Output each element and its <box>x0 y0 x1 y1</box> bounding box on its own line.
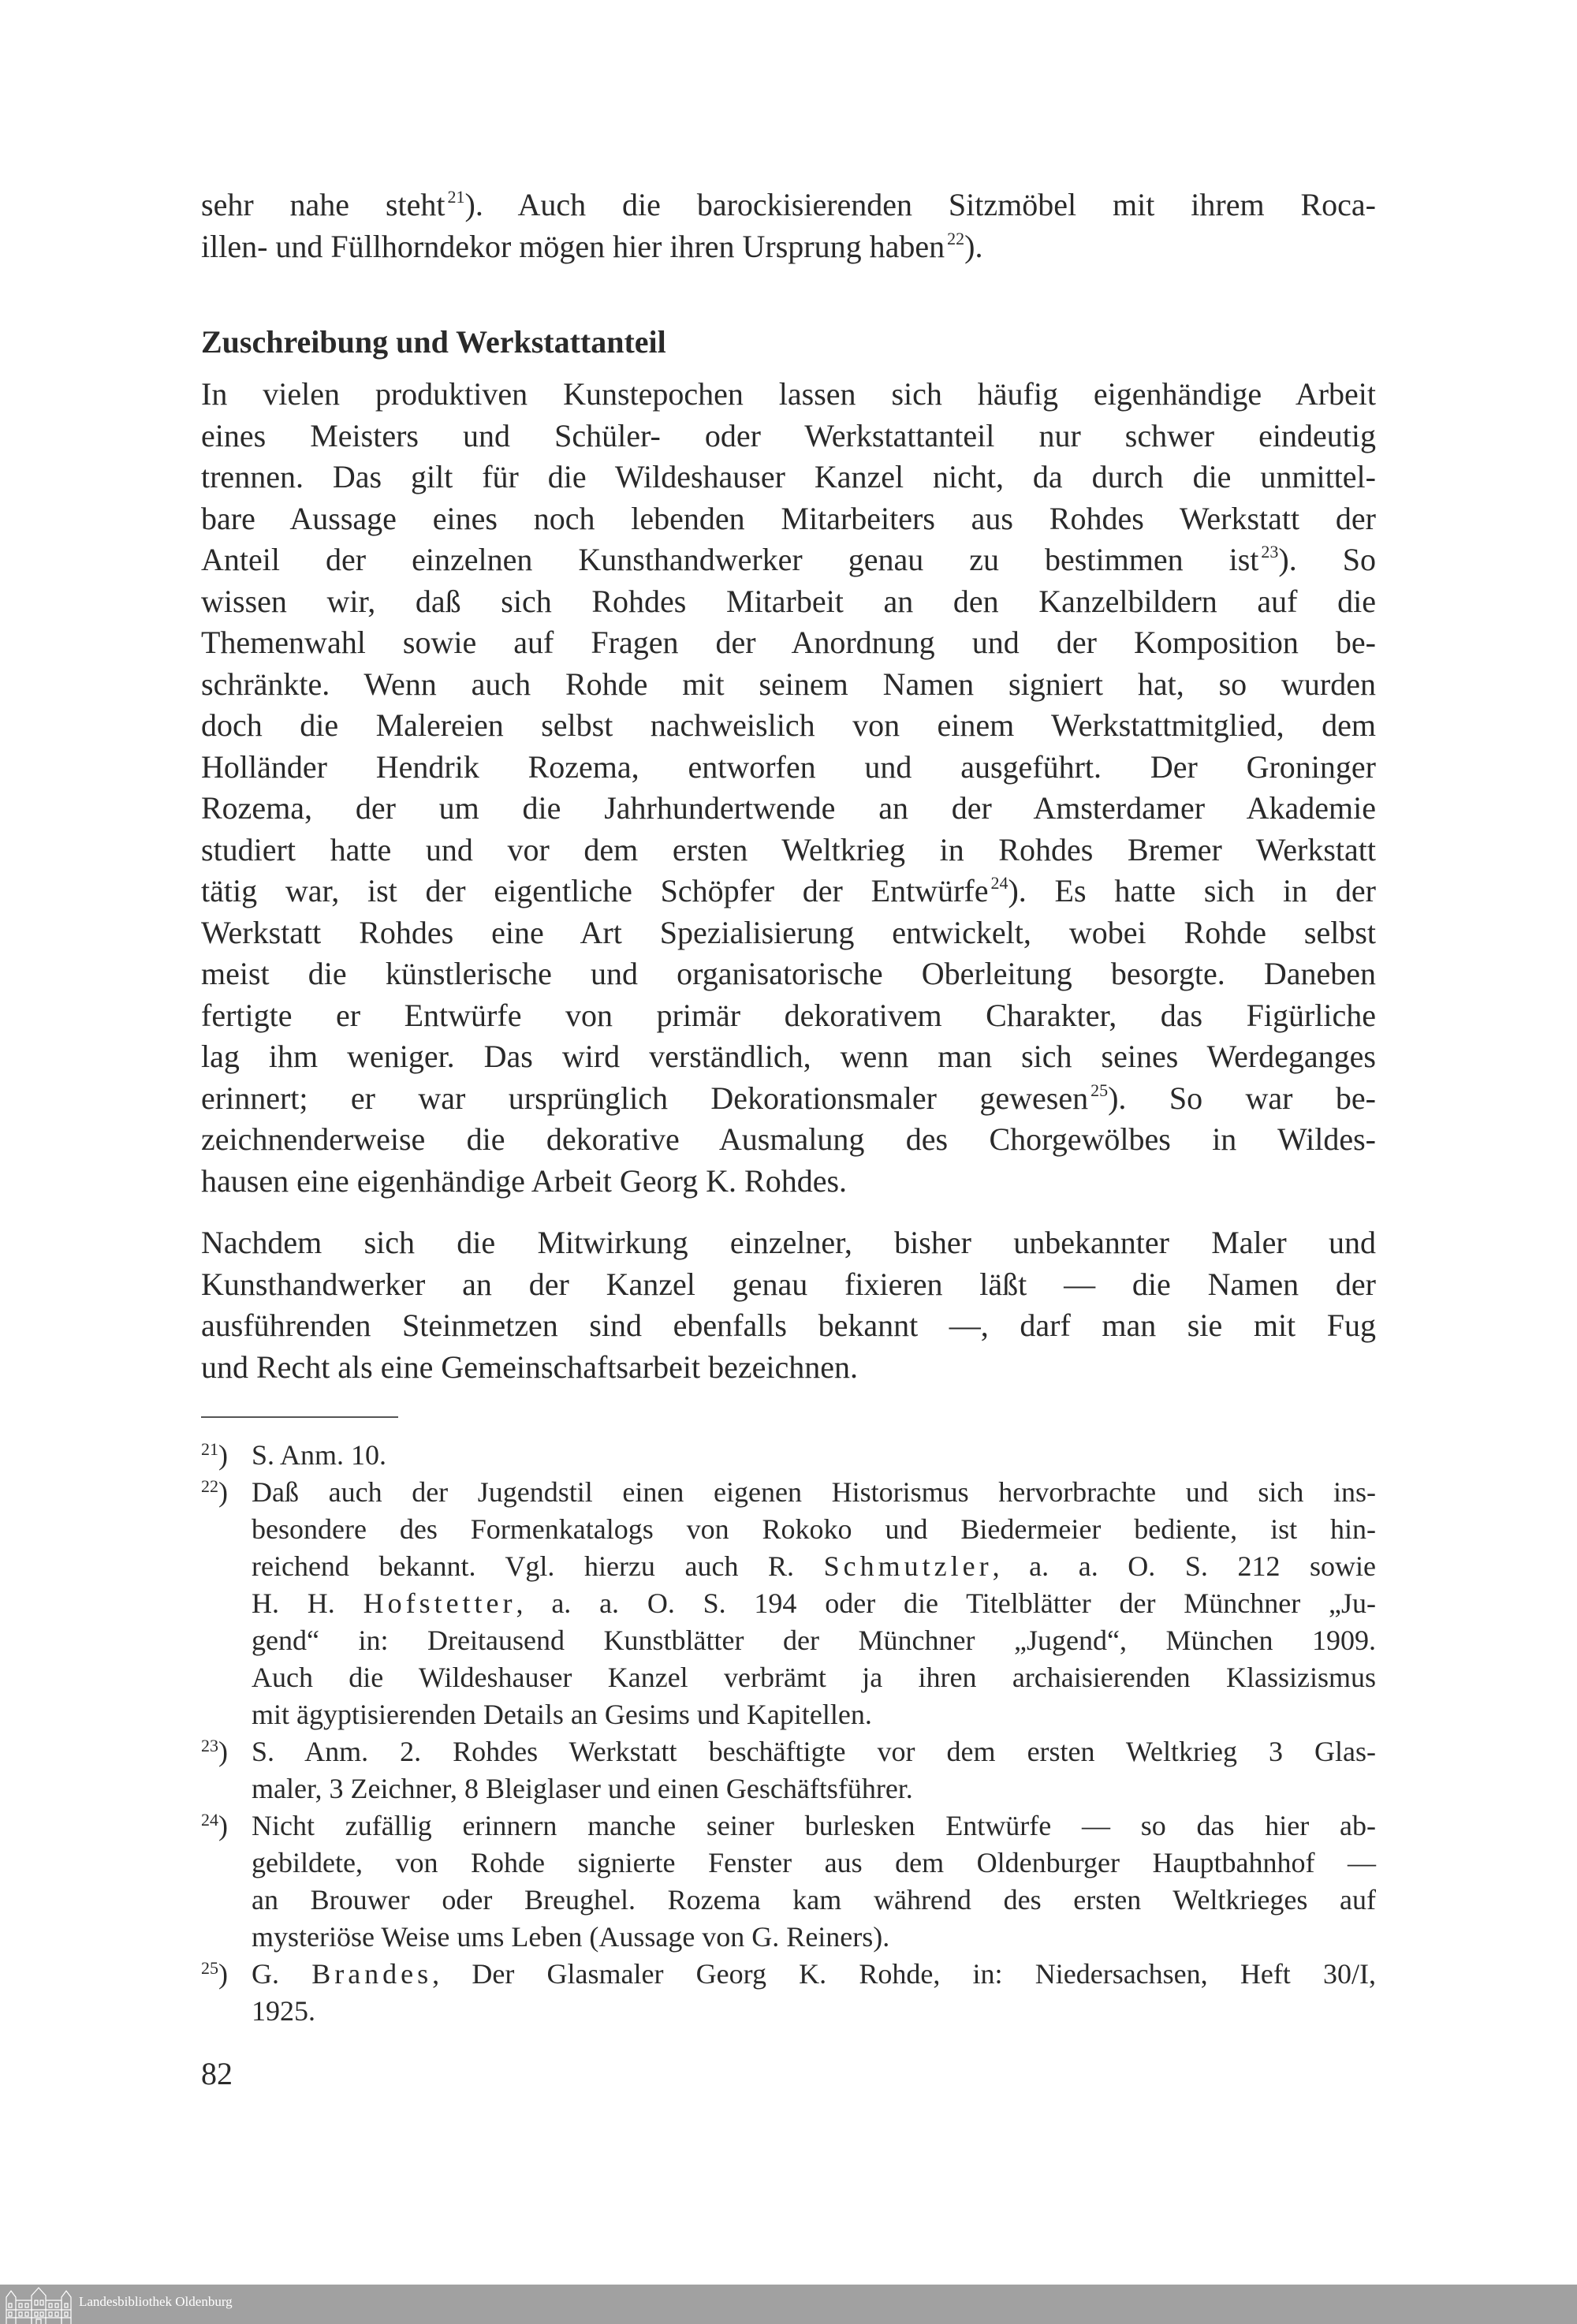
text-line <box>201 995 1376 1037</box>
line-text: ). Auch die barockisierenden Sitzmöbel mit ihrem Roca- <box>464 187 1376 222</box>
footnote-text: S. Anm. 10. <box>252 1439 387 1471</box>
text-line <box>201 1347 1376 1389</box>
text-line <box>201 416 1376 457</box>
footnote-text: reichend bekannt. Vgl. hierzu auch R. <box>252 1550 824 1582</box>
text-line <box>201 1305 1376 1347</box>
footnote-separator <box>201 1416 398 1418</box>
footnote-line <box>252 1882 1376 1919</box>
footnote-reference[interactable]: 23 <box>1261 542 1279 561</box>
footnote-line <box>252 1993 1376 2030</box>
footnote-text: gebildete, von Rohde signierte Fenster aus dem Oldenburger Hauptbahnhof — <box>252 1847 1376 1878</box>
library-name: Landesbibliothek Oldenburg <box>79 2294 233 2309</box>
text-line <box>201 664 1376 706</box>
text-line <box>201 226 1376 268</box>
footnote-text: Auch die Wildeshauser Kanzel verbrämt ja ihren archaisierenden Klassizismus <box>252 1662 1376 1693</box>
footnote-number: $^{24}$) <box>201 1810 228 1841</box>
text-line <box>201 539 1376 581</box>
text-line <box>201 1222 1376 1264</box>
body-paragraph-1 <box>201 374 1376 1202</box>
text-line <box>201 912 1376 954</box>
intro-paragraph <box>201 185 1376 267</box>
footnote-line <box>252 1807 1376 1845</box>
line-text: sehr nahe steht <box>201 187 446 222</box>
footnote-text: Daß auch der Jugendstil einen eigenen Historismus hervorbrachte und sich ins- <box>252 1476 1376 1508</box>
text-line <box>201 1161 1376 1203</box>
line-text: ). <box>964 228 983 264</box>
footnote-23 <box>201 1733 1376 1807</box>
text-line <box>201 953 1376 995</box>
line-text: lag ihm weniger. Das wird verständlich, wenn man sich seines Werdeganges <box>201 1039 1376 1074</box>
footnote-reference[interactable]: 21 <box>447 187 465 207</box>
footnote-text: gend“ in: Dreitausend Kunstblätter der Münchner „Jugend“, München 1909. <box>252 1625 1376 1656</box>
footnote-line <box>252 1956 1376 1993</box>
line-text: wissen wir, daß sich Rohdes Mitarbeit an den Kanzelbildern auf die <box>201 583 1376 619</box>
line-text: eines Meisters und Schüler- oder Werkstattanteil nur schwer eindeutig <box>201 417 1376 453</box>
line-text: und Recht als eine Gemeinschaftsarbeit bezeichnen. <box>201 1349 858 1385</box>
text-line <box>201 705 1376 747</box>
footnote-text: , a. a. O. S. 194 oder die Titelblätter der Münchner „Ju- <box>516 1587 1376 1619</box>
footnote-24 <box>201 1807 1376 1956</box>
line-text: Anteil der einzelnen Kunsthandwerker genau zu bestimmen ist <box>201 542 1259 577</box>
line-text: erinnert; er war ursprünglich Dekorationsmaler gewesen <box>201 1080 1089 1116</box>
text-line <box>201 185 1376 226</box>
footnote-number: $^{23}$) <box>201 1736 228 1767</box>
line-text: ). Es hatte sich in der <box>1008 873 1376 908</box>
line-text: ausführenden Steinmetzen sind ebenfalls bekannt —, darf man sie mit Fug <box>201 1307 1376 1343</box>
footnote-reference[interactable]: 24 <box>990 873 1008 893</box>
text-line <box>201 830 1376 871</box>
footnote-text: S. Anm. 2. Rohdes Werkstatt beschäftigte vor dem ersten Weltkrieg 3 Glas- <box>252 1736 1376 1767</box>
text-line <box>201 788 1376 830</box>
footnote-line <box>252 1659 1376 1696</box>
footnote-number: $^{21}$) <box>201 1439 228 1471</box>
footnote-text: Nicht zufällig erinnern manche seiner burlesken Entwürfe — so das hier ab- <box>252 1810 1376 1841</box>
footnote-line <box>252 1733 1376 1770</box>
author-name: Schmutzler <box>823 1550 993 1582</box>
footnote-number-text: 21 <box>201 1439 218 1459</box>
text-line <box>201 1119 1376 1161</box>
footnote-number: $^{22}$) <box>201 1476 228 1508</box>
line-text: Holländer Hendrik Rozema, entworfen und ausgeführt. Der Groninger <box>201 748 1376 785</box>
footnote-number-text: 23 <box>201 1736 218 1755</box>
text-line <box>201 1036 1376 1078</box>
footnote-text: an Brouwer oder Breughel. Rozema kam während des ersten Weltkrieges auf <box>252 1884 1376 1916</box>
section-heading: Zuschreibung und Werkstattanteil <box>201 324 666 360</box>
line-text: ). So war be- <box>1108 1080 1376 1116</box>
line-text: ). So <box>1278 542 1376 577</box>
line-text: illen- und Füllhorndekor mögen hier ihren Ursprung haben <box>201 228 945 264</box>
library-building-icon <box>5 2286 73 2324</box>
line-text: hausen eine eigenhändige Arbeit Georg K. Rohdes. <box>201 1162 848 1199</box>
line-text: bare Aussage eines noch lebenden Mitarbeiters aus Rohdes Werkstatt der <box>201 500 1376 536</box>
text-line <box>201 498 1376 540</box>
line-text: studiert hatte und vor dem ersten Weltkrieg in Rohdes Bremer Werkstatt <box>201 831 1376 867</box>
line-text: Kunsthandwerker an der Kanzel genau fixieren läßt — die Namen der <box>201 1266 1376 1302</box>
body-paragraph-2 <box>201 1222 1376 1388</box>
footnote-line <box>252 1770 1376 1807</box>
footnote-number: $^{25}$) <box>201 1958 228 1990</box>
line-text: Werkstatt Rohdes eine Art Spezialisierung entwickelt, wobei Rohde selbst <box>201 914 1376 950</box>
footnote-line <box>252 1474 1376 1511</box>
line-text: zeichnenderweise die dekorative Ausmalung des Chorgewölbes in Wildes- <box>201 1121 1376 1157</box>
footnote-line <box>252 1845 1376 1882</box>
author-name: Brandes <box>311 1958 433 1990</box>
footnote-line <box>252 1919 1376 1956</box>
footer-bar <box>0 2285 1577 2324</box>
footnote-number-text: 24 <box>201 1810 218 1830</box>
line-text: Themenwahl sowie auf Fragen der Anordnung und der Komposition be- <box>201 625 1376 660</box>
footnote-text: , Der Glasmaler Georg K. Rohde, in: Niedersachsen, Heft 30/I, <box>432 1958 1376 1990</box>
footnote-line <box>252 1622 1376 1659</box>
text-line <box>201 1264 1376 1306</box>
text-line <box>201 747 1376 789</box>
text-line <box>201 622 1376 664</box>
footnote-line <box>252 1548 1376 1585</box>
page-number: 82 <box>201 2056 233 2091</box>
line-text: Nachdem sich die Mitwirkung einzelner, bisher unbekannter Maler und <box>201 1225 1376 1260</box>
footnote-line <box>252 1511 1376 1548</box>
footnote-line <box>252 1696 1376 1733</box>
footnote-text: mit ägyptisierenden Details an Gesims und Kapitellen. <box>252 1699 872 1730</box>
text-line <box>201 457 1376 498</box>
line-text: doch die Malereien selbst nachweislich von einem Werkstattmitglied, dem <box>201 707 1376 743</box>
text-line <box>201 581 1376 623</box>
footnotes <box>201 1437 1376 2030</box>
footnote-text: 1925. <box>252 1995 315 2027</box>
footnote-21 <box>201 1437 1376 1474</box>
line-text: fertigte er Entwürfe von primär dekorativem Charakter, das Figürliche <box>201 997 1376 1033</box>
footnote-line <box>252 1585 1376 1622</box>
footnote-reference[interactable]: 22 <box>947 228 965 248</box>
footnote-22 <box>201 1474 1376 1733</box>
footnote-text: mysteriöse Weise ums Leben (Aussage von G. Reiners). <box>252 1921 890 1953</box>
text-line <box>201 871 1376 912</box>
footnote-text: H. H. <box>252 1587 363 1619</box>
text-line <box>201 1078 1376 1120</box>
line-text: Rozema, der um die Jahrhundertwende an der Amsterdamer Akademie <box>201 790 1376 826</box>
line-text: trennen. Das gilt für die Wildeshauser Kanzel nicht, da durch die unmittel- <box>201 459 1376 494</box>
footnote-text: , a. a. O. S. 212 sowie <box>992 1550 1377 1582</box>
footnote-number-text: 22 <box>201 1476 218 1496</box>
footnote-text: maler, 3 Zeichner, 8 Bleiglaser und einen Geschäftsführer. <box>252 1773 913 1804</box>
footnote-25 <box>201 1956 1376 2030</box>
text-line <box>201 374 1376 416</box>
line-text: schränkte. Wenn auch Rohde mit seinem Namen signiert hat, so wurden <box>201 666 1376 702</box>
author-name: Hofstetter <box>363 1587 516 1619</box>
footnote-line <box>252 1437 1376 1474</box>
footnote-text: besondere des Formenkatalogs von Rokoko und Biedermeier bediente, ist hin- <box>252 1513 1376 1545</box>
line-text: tätig war, ist der eigentliche Schöpfer der Entwürfe <box>201 873 989 908</box>
footnote-reference[interactable]: 25 <box>1090 1080 1109 1100</box>
footnote-number-text: 25 <box>201 1958 218 1978</box>
line-text: meist die künstlerische und organisatorische Oberleitung besorgte. Daneben <box>201 956 1376 991</box>
footnote-text: G. <box>252 1958 312 1990</box>
line-text: In vielen produktiven Kunstepochen lassen sich häufig eigenhändige Arbeit <box>201 376 1376 412</box>
